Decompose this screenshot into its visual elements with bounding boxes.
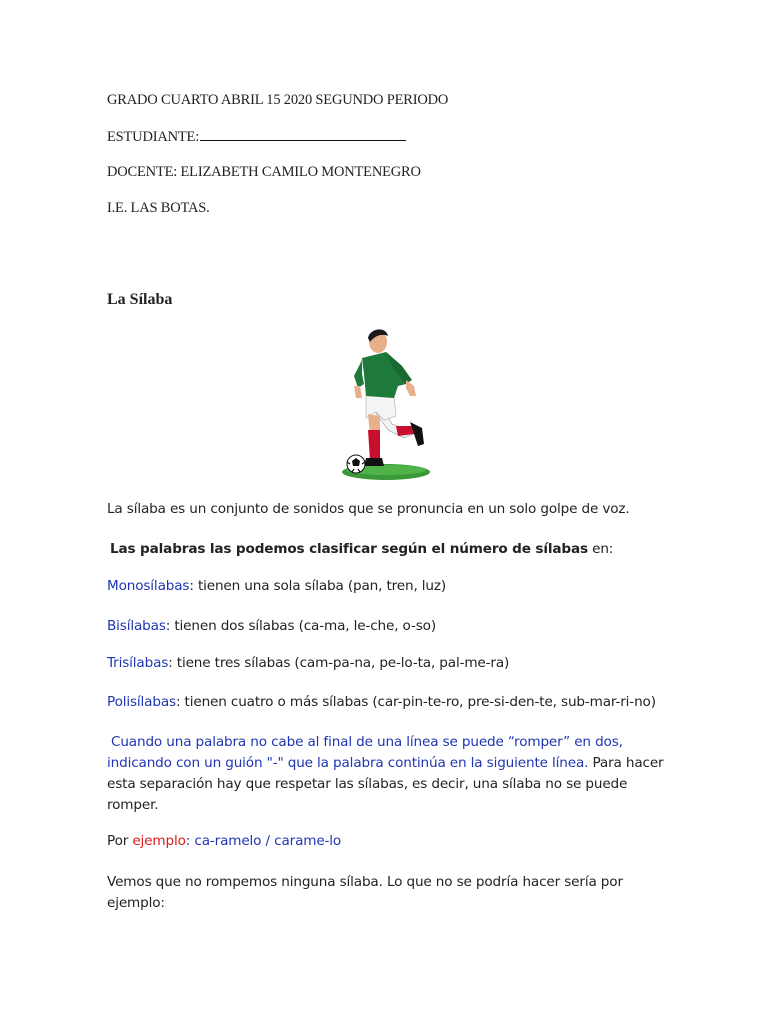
classify-bold: Las palabras las podemos clasificar según el número de sílabas xyxy=(110,541,588,557)
type-term: Polisílabas xyxy=(107,694,176,710)
example-words: ca-ramelo / carame-lo xyxy=(194,833,342,849)
teacher-line: DOCENTE: ELIZABETH CAMILO MONTENEGRO xyxy=(107,164,421,180)
example-red-word: ejemplo xyxy=(132,833,186,849)
type-term: Bisílabas xyxy=(107,618,166,634)
example-colon: : xyxy=(185,833,195,849)
closing-paragraph: Vemos que no rompemos ninguna sílaba. Lo que no se podría hacer sería por ejemplo: xyxy=(107,874,623,911)
student-label: ESTUDIANTE: xyxy=(107,129,200,145)
example-prefix: Por xyxy=(107,833,133,849)
rule-black-text: Para hacer esta separación hay que respetar las sílabas, es decir, una sílaba no se puede romper. xyxy=(107,755,664,813)
classify-line xyxy=(110,541,613,557)
school-line: I.E. LAS BOTAS. xyxy=(107,200,210,216)
classify-rest: en: xyxy=(587,541,614,557)
type-monosilabas xyxy=(107,578,446,594)
type-term: Monosílabas xyxy=(107,578,190,594)
type-desc: : tienen dos sílabas (ca-ma, le-che, o-so) xyxy=(165,618,436,634)
student-name-blank xyxy=(200,128,406,141)
type-desc: : tienen una sola sílaba (pan, tren, luz) xyxy=(189,578,447,594)
example-line xyxy=(107,833,341,849)
type-bisilabas xyxy=(107,618,436,634)
type-desc: : tiene tres sílabas (cam-pa-na, pe-lo-ta, pal-me-ra) xyxy=(168,655,510,671)
type-term: Trisílabas xyxy=(107,655,169,671)
page-title: La Sílaba xyxy=(107,291,173,308)
type-trisilabas xyxy=(107,655,509,671)
definition-text: La sílaba es un conjunto de sonidos que se pronuncia en un solo golpe de voz. xyxy=(107,501,630,517)
student-line xyxy=(107,128,406,146)
type-desc: : tienen cuatro o más sílabas (car-pin-te-ro, pre-si-den-te, sub-mar-ri-no) xyxy=(175,694,656,710)
header-grade-line: GRADO CUARTO ABRIL 15 2020 SEGUNDO PERIODO xyxy=(107,92,449,108)
rule-blue-text: Cuando una palabra no cabe al final de una línea se puede “romper” en dos, indicando con un guión "-" que la palabra continúa en la siguiente línea. xyxy=(107,734,623,771)
soccer-player-icon xyxy=(336,326,436,482)
type-polisilabas xyxy=(107,694,656,710)
rule-paragraph xyxy=(107,732,667,816)
